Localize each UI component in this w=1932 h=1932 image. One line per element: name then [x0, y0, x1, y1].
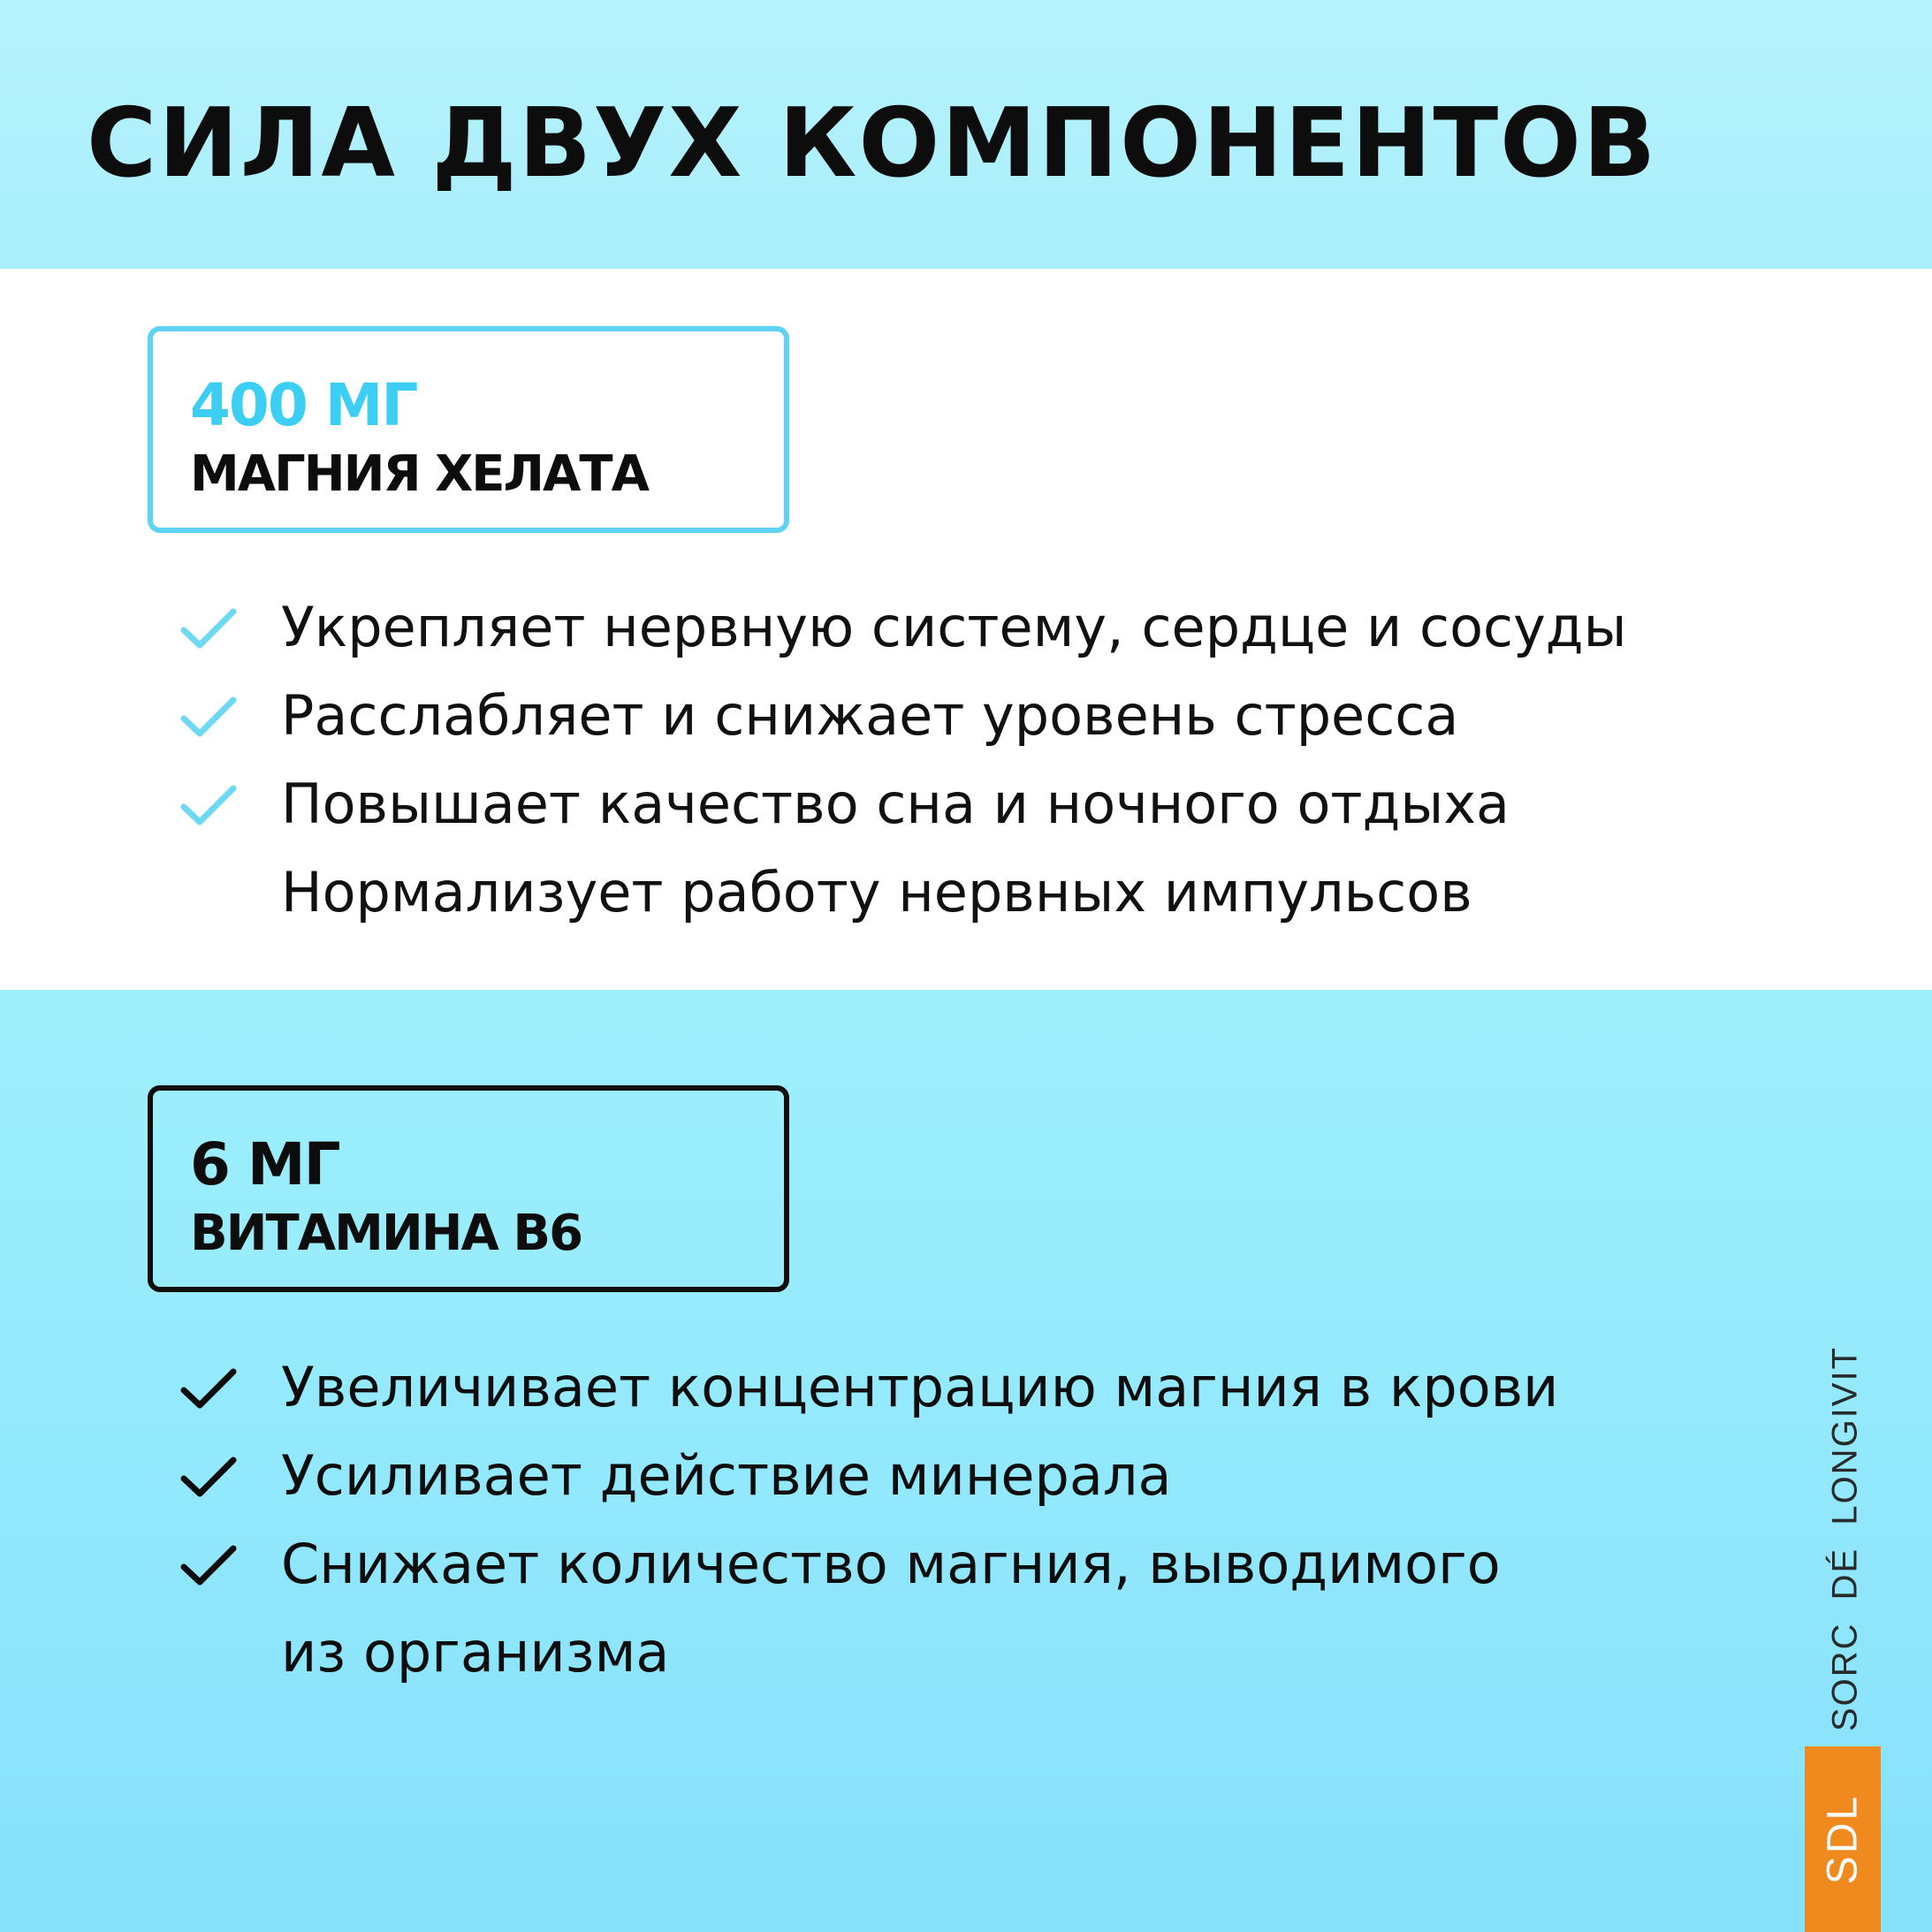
- vitamin-b6-amount: 6 МГ: [190, 1130, 339, 1198]
- list-item: [0, 1432, 1932, 1520]
- check-icon: [180, 695, 237, 739]
- magnesium-name: МАГНИЯ ХЕЛАТА: [190, 445, 648, 503]
- benefit-text: Снижает количество магния, выводимого: [281, 1532, 1501, 1596]
- benefit-text: Увеличивает концентрацию магния в крови: [281, 1355, 1559, 1419]
- list-item: [0, 1343, 1932, 1432]
- page-title: СИЛА ДВУХ КОМПОНЕНТОВ: [87, 88, 1658, 199]
- vitamin-b6-name: ВИТАМИНА В6: [190, 1205, 582, 1262]
- brand-logo-text: SDL: [1819, 1793, 1867, 1885]
- list-item: [0, 760, 1932, 848]
- list-item: [0, 583, 1932, 672]
- benefit-text: Нормализует работу нервных импульсов: [281, 860, 1472, 924]
- vitamin-b6-benefits-list: [0, 1343, 1932, 1697]
- benefit-text: Укрепляет нервную систему, сердце и сосуды: [281, 595, 1627, 659]
- list-item: [0, 1520, 1932, 1609]
- magnesium-benefits-list: [0, 583, 1932, 937]
- list-item: [0, 672, 1932, 760]
- list-item-continuation: [0, 1609, 1932, 1697]
- benefit-text: Повышает качество сна и ночного отдыха: [281, 772, 1510, 836]
- brand-name: SORC DÉ LONGIVIT: [1825, 1345, 1865, 1732]
- brand-logo-box: [1805, 1746, 1881, 1932]
- brand-vertical-label: [1792, 1345, 1898, 1732]
- check-icon: [180, 1543, 237, 1587]
- magnesium-amount: 400 МГ: [190, 371, 417, 439]
- benefit-text: Расслабляет и снижает уровень стресса: [281, 683, 1459, 748]
- check-icon: [180, 1366, 237, 1411]
- magnesium-dose-card: [148, 326, 789, 533]
- check-icon: [180, 606, 237, 650]
- benefit-text: Усиливает действие минерала: [281, 1443, 1172, 1508]
- header-band: [0, 0, 1932, 269]
- vitamin-b6-dose-card: [148, 1085, 789, 1292]
- benefit-text-continued: из организма: [281, 1620, 670, 1685]
- check-icon: [180, 783, 237, 827]
- list-item: [0, 848, 1932, 937]
- check-icon: [180, 1455, 237, 1499]
